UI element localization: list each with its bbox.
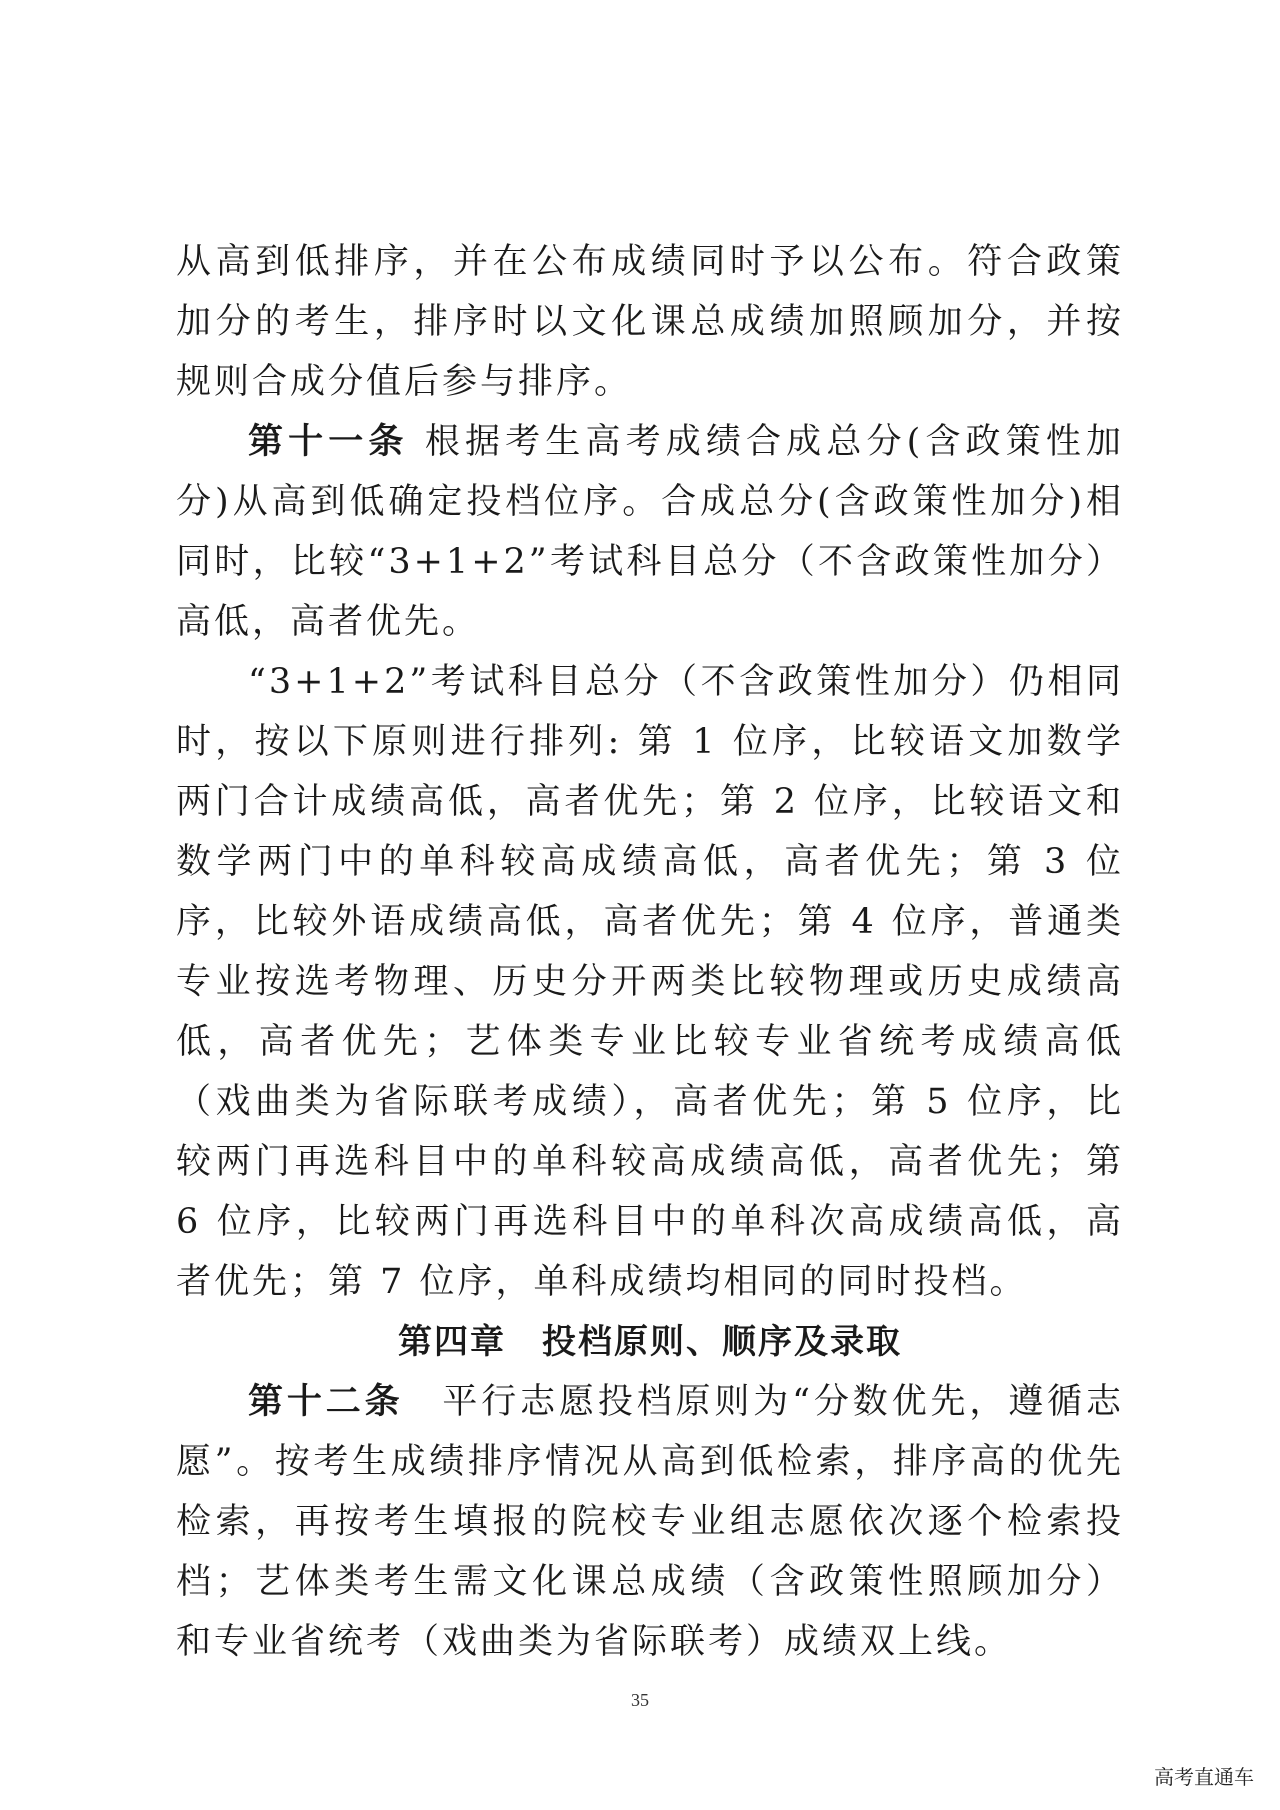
paragraph-tiebreak-rules: “3+1+2”考试科目总分（不含政策性加分）仍相同时，按以下原则进行排列: 第 1 位序，比较语文加数学两门合计成绩高低，高者优先；第 2 位序，比较语文和数学两门中的单科较高成绩高低，高者优先；第 3 位序，比较外语成绩高低，高者优先；第 4 位序，普通类专业按选考物理、历史分开两类比较物理或历史成绩高低，高者优先；艺体类专业比较专业省统考成绩高低（戏曲类为省际联考成绩），高者优先；第 5 位序，比较两门再选科目中的单科较高成绩高低，高者优先；第 6 位序，比较两门再选科目中的单科次高成绩高低，高者优先；第 7 位序，单科成绩均相同的同时投档。 — [176, 662, 1124, 1302]
chapter-heading: 第四章 投档原则、顺序及录取 — [398, 1322, 902, 1362]
article-number: 第十一条 — [248, 421, 409, 462]
paragraph-article-11 — [176, 412, 1124, 652]
paragraph-article-12 — [176, 1372, 1124, 1672]
page-number: 35 — [631, 1690, 649, 1710]
paragraph-continuation: 从高到低排序，并在公布成绩同时予以公布。符合政策加分的考生，排序时以文化课总成绩加照顾加分，并按规则合成分值后参与排序。 — [176, 242, 1124, 402]
article-number: 第十二条 — [248, 1381, 404, 1422]
watermark: 高考直通车 — [1154, 1765, 1254, 1789]
document-body — [176, 232, 1124, 1672]
article-text: 根据考生高考成绩合成总分(含政策性加分)从高到低确定投档位序。合成总分(含政策性加分)相同时，比较“3+1+2”考试科目总分（不含政策性加分）高低，高者优先。 — [176, 422, 1124, 642]
article-text: 平行志愿投档原则为“分数优先，遵循志愿”。按考生成绩排序情况从高到低检索，排序高的优先检索，再按考生填报的院校专业组志愿依次逐个检索投档；艺体类考生需文化课总成绩（含政策性照顾加分）和专业省统考（戏曲类为省际联考）成绩双上线。 — [176, 1382, 1124, 1662]
